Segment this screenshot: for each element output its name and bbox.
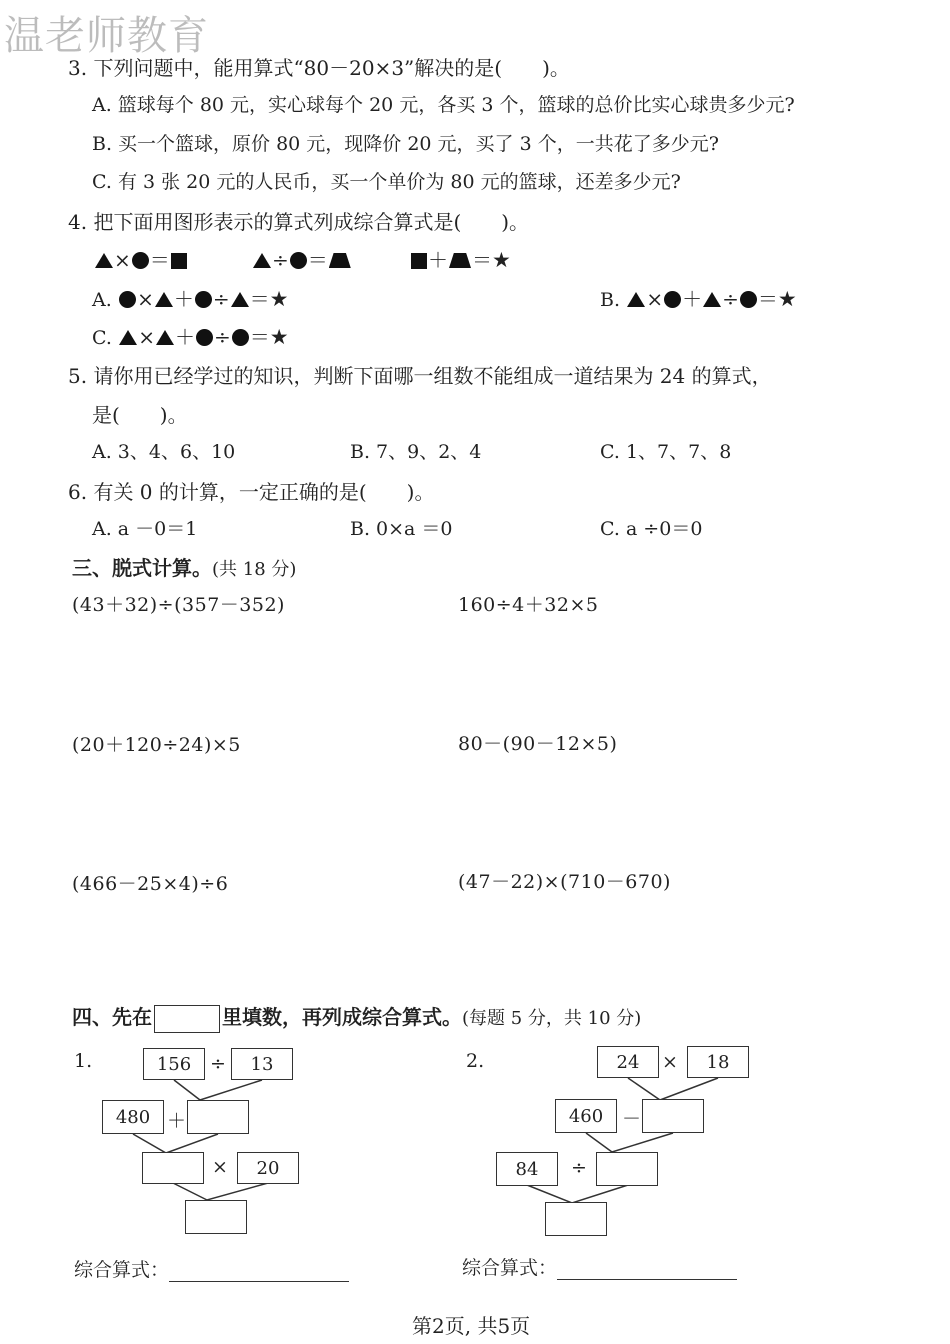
tree1-box-156: 156 [143,1048,205,1080]
question-6-option-a: A. a －0＝1 [92,518,198,540]
tree2-box-24: 24 [597,1046,659,1078]
tree2-formula-line[interactable] [557,1259,737,1280]
question-5-option-b: B. 7、9、2、4 [350,441,482,463]
question-6-stem: 6. 有关 0 的计算，一定正确的是( )。 [68,480,435,504]
calc-problem-2: 160÷4＋32×5 [458,594,599,616]
tree2-blank-2[interactable] [596,1152,658,1186]
shape-equation-3: ＋ ＝★ [410,244,511,273]
star-icon: ★ [269,287,289,311]
tree2-box-460: 460 [555,1099,617,1133]
question-5-stem-cont: 是( )。 [92,403,188,427]
section-3-title: 三、脱式计算。(共 18 分) [72,556,297,580]
tree1-op-times: × [212,1156,228,1178]
page-footer: 第2页, 共5页 [412,1314,531,1338]
calc-problem-4: 80－(90－12×5) [458,733,618,755]
tree2-blank-result[interactable] [545,1202,607,1236]
tree1-box-480: 480 [102,1100,164,1134]
tree1-blank-1[interactable] [187,1100,249,1134]
tree1-box-13: 13 [231,1048,293,1080]
question-4-option-a: A. × ＋ ÷ ＝★ [92,287,289,311]
star-icon: ★ [777,287,797,311]
tree2-box-84: 84 [496,1152,558,1186]
star-icon: ★ [492,248,511,272]
question-6-option-b: B. 0×a ＝0 [350,518,453,540]
question-4-stem: 4. 把下面用图形表示的算式列成综合算式是( )。 [68,210,530,234]
calc-problem-6: (47－22)×(710－670) [458,871,671,893]
tree1-blank-2[interactable] [142,1152,204,1184]
question-3-option-a: A. 篮球每个 80 元，实心球每个 20 元，各买 3 个，篮球的总价比实心球贵多少元? [92,94,795,116]
problem-1-number: 1. [74,1050,93,1072]
question-5-option-c: C. 1、7、7、8 [600,441,732,463]
question-3-option-c: C. 有 3 张 20 元的人民币，买一个单价为 80 元的篮球，还差多少元? [92,171,681,193]
question-3-stem: 3. 下列问题中，能用算式“80－20×3”解决的是( )。 [68,56,570,80]
shape-equation-2: ÷ ＝ [252,244,352,273]
question-4-option-b: B. × ＋ ÷ ＝★ [600,287,797,311]
calc-problem-5: (466－25×4)÷6 [72,873,229,895]
tree1-formula-line[interactable] [169,1261,349,1282]
tree2-blank-1[interactable] [642,1099,704,1133]
watermark: 温老师教育 [4,13,209,59]
tree2-op-minus: － [622,1108,642,1130]
problem-2-number: 2. [466,1050,485,1072]
calc-problem-1: (43＋32)÷(357－352) [72,594,285,616]
tree1-op-plus: ＋ [167,1110,187,1132]
calc-problem-3: (20＋120÷24)×5 [72,734,241,756]
tree2-formula: 综合算式： [462,1253,737,1280]
tree1-blank-result[interactable] [185,1200,247,1234]
tree2-box-18: 18 [687,1046,749,1078]
question-5-stem: 5. 请你用已经学过的知识，判断下面哪一组数不能组成一道结果为 24 的算式， [68,364,772,388]
tree2-op-divide: ÷ [571,1157,587,1179]
section-4-title: 四、先在 里填数，再列成综合算式。(每题 5 分，共 10 分) [72,1001,641,1033]
tree2-op-times: × [662,1051,678,1073]
question-4-option-c: C. × ＋ ÷ ＝★ [92,325,289,349]
question-5-option-a: A. 3、4、6、10 [92,441,236,463]
star-icon: ★ [269,325,289,349]
tree1-formula: 综合算式： [74,1255,349,1282]
tree1-op-divide: ÷ [210,1053,226,1075]
question-6-option-c: C. a ÷0＝0 [600,518,703,540]
tree1-box-20: 20 [237,1152,299,1184]
question-3-option-b: B. 买一个篮球，原价 80 元，现降价 20 元，买了 3 个，一共花了多少元? [92,133,719,155]
shape-equation-1: × ＝ [94,244,188,273]
